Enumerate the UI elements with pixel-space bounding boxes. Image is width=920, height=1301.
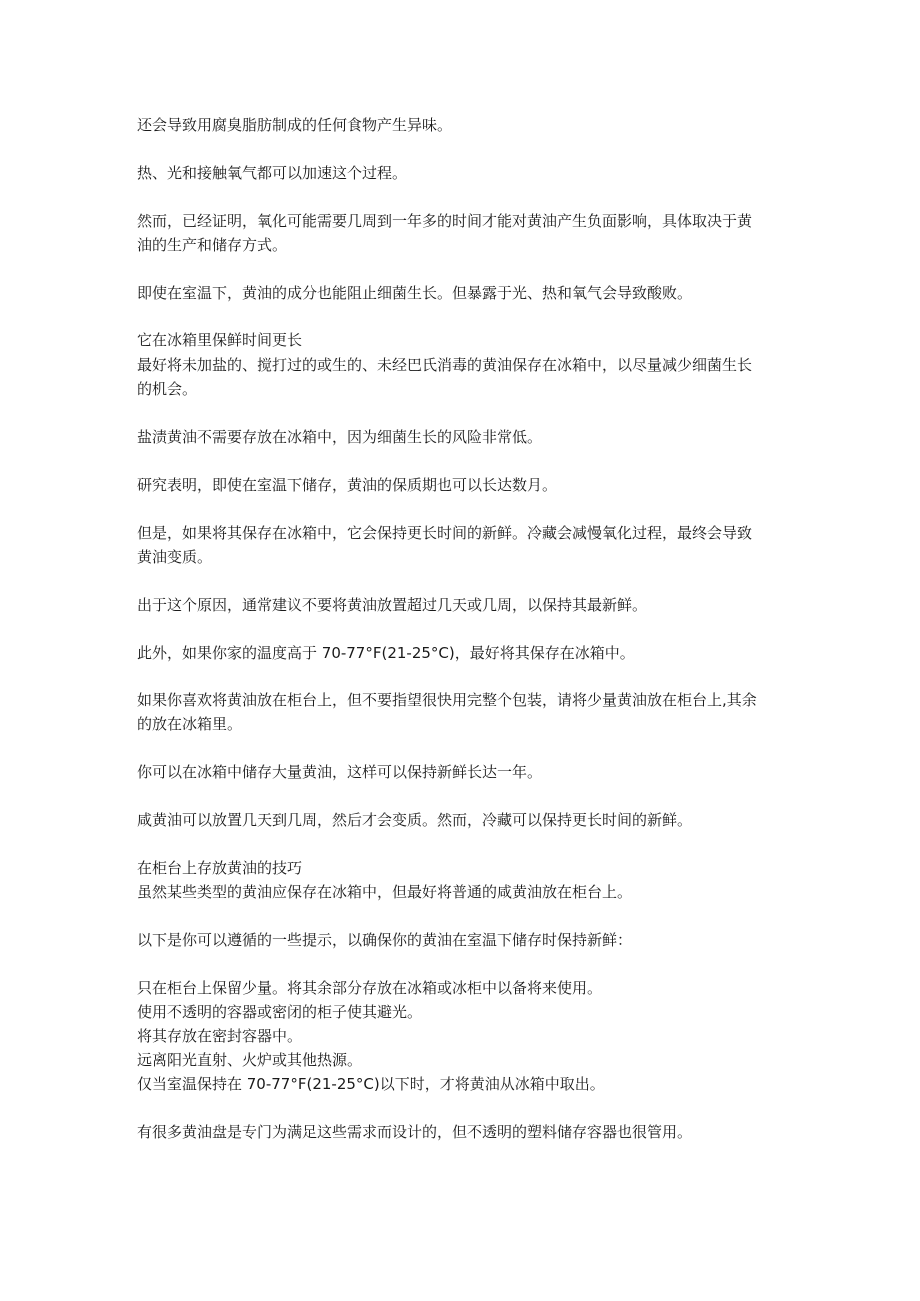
- text-line: 油的生产和储存方式。: [137, 236, 288, 254]
- text-line: 最好将未加盐的、搅打过的或生的、未经巴氏消毒的黄油保存在冰箱中，以尽量减少细菌生长: [137, 356, 753, 374]
- text-line: 盐渍黄油不需要存放在冰箱中，因为细菌生长的风险非常低。: [137, 428, 543, 446]
- text-line: 有很多黄油盘是专门为满足这些需求而设计的，但不透明的塑料储存容器也很管用。: [137, 1123, 693, 1141]
- text-line: 即使在室温下，黄油的成分也能阻止细菌生长。但暴露于光、热和氧气会导致酸败。: [137, 284, 693, 302]
- list-item: 仅当室温保持在 70-77°F(21-25°C)以下时，才将黄油从冰箱中取出。: [137, 1075, 605, 1093]
- text-line: 以下是你可以遵循的一些提示，以确保你的黄油在室温下储存时保持新鲜：: [137, 931, 633, 949]
- text-line: 如果你喜欢将黄油放在柜台上，但不要指望很快用完整个包装，请将少量黄油放在柜台上,其余: [137, 691, 757, 709]
- text-line: 还会导致用腐臭脂肪制成的任何食物产生异味。: [137, 116, 453, 134]
- section-heading: 在柜台上存放黄油的技巧: [137, 859, 303, 877]
- text-line: 热、光和接触氧气都可以加速这个过程。: [137, 164, 408, 182]
- text-line: 你可以在冰箱中储存大量黄油，这样可以保持新鲜长达一年。: [137, 763, 543, 781]
- list-item: 使用不透明的容器或密闭的柜子使其避光。: [137, 1003, 423, 1021]
- text-line: 出于这个原因，通常建议不要将黄油放置超过几天或几周，以保持其最新鲜。: [137, 596, 648, 614]
- list-item: 将其存放在密封容器中。: [137, 1027, 303, 1045]
- list-item: 远离阳光直射、火炉或其他热源。: [137, 1051, 363, 1069]
- text-line: 研究表明，即使在室温下储存，黄油的保质期也可以长达数月。: [137, 476, 558, 494]
- text-line: 但是，如果将其保存在冰箱中，它会保持更长时间的新鲜。冷藏会减慢氧化过程，最终会导致: [137, 524, 753, 542]
- text-line: 的机会。: [137, 380, 198, 398]
- text-line: 咸黄油可以放置几天到几周，然后才会变质。然而，冷藏可以保持更长时间的新鲜。: [137, 811, 693, 829]
- text-line: 虽然某些类型的黄油应保存在冰箱中，但最好将普通的咸黄油放在柜台上。: [137, 883, 633, 901]
- text-line: 黄油变质。: [137, 548, 213, 566]
- list-item: 只在柜台上保留少量。将其余部分存放在冰箱或冰柜中以备将来使用。: [137, 979, 603, 997]
- section-heading: 它在冰箱里保鲜时间更长: [137, 331, 303, 349]
- text-line: 的放在冰箱里。: [137, 715, 243, 733]
- text-line: 此外，如果你家的温度高于 70-77°F(21-25°C)，最好将其保存在冰箱中。: [137, 644, 635, 662]
- text-line: 然而，已经证明，氧化可能需要几周到一年多的时间才能对黄油产生负面影响，具体取决于黄: [137, 212, 753, 230]
